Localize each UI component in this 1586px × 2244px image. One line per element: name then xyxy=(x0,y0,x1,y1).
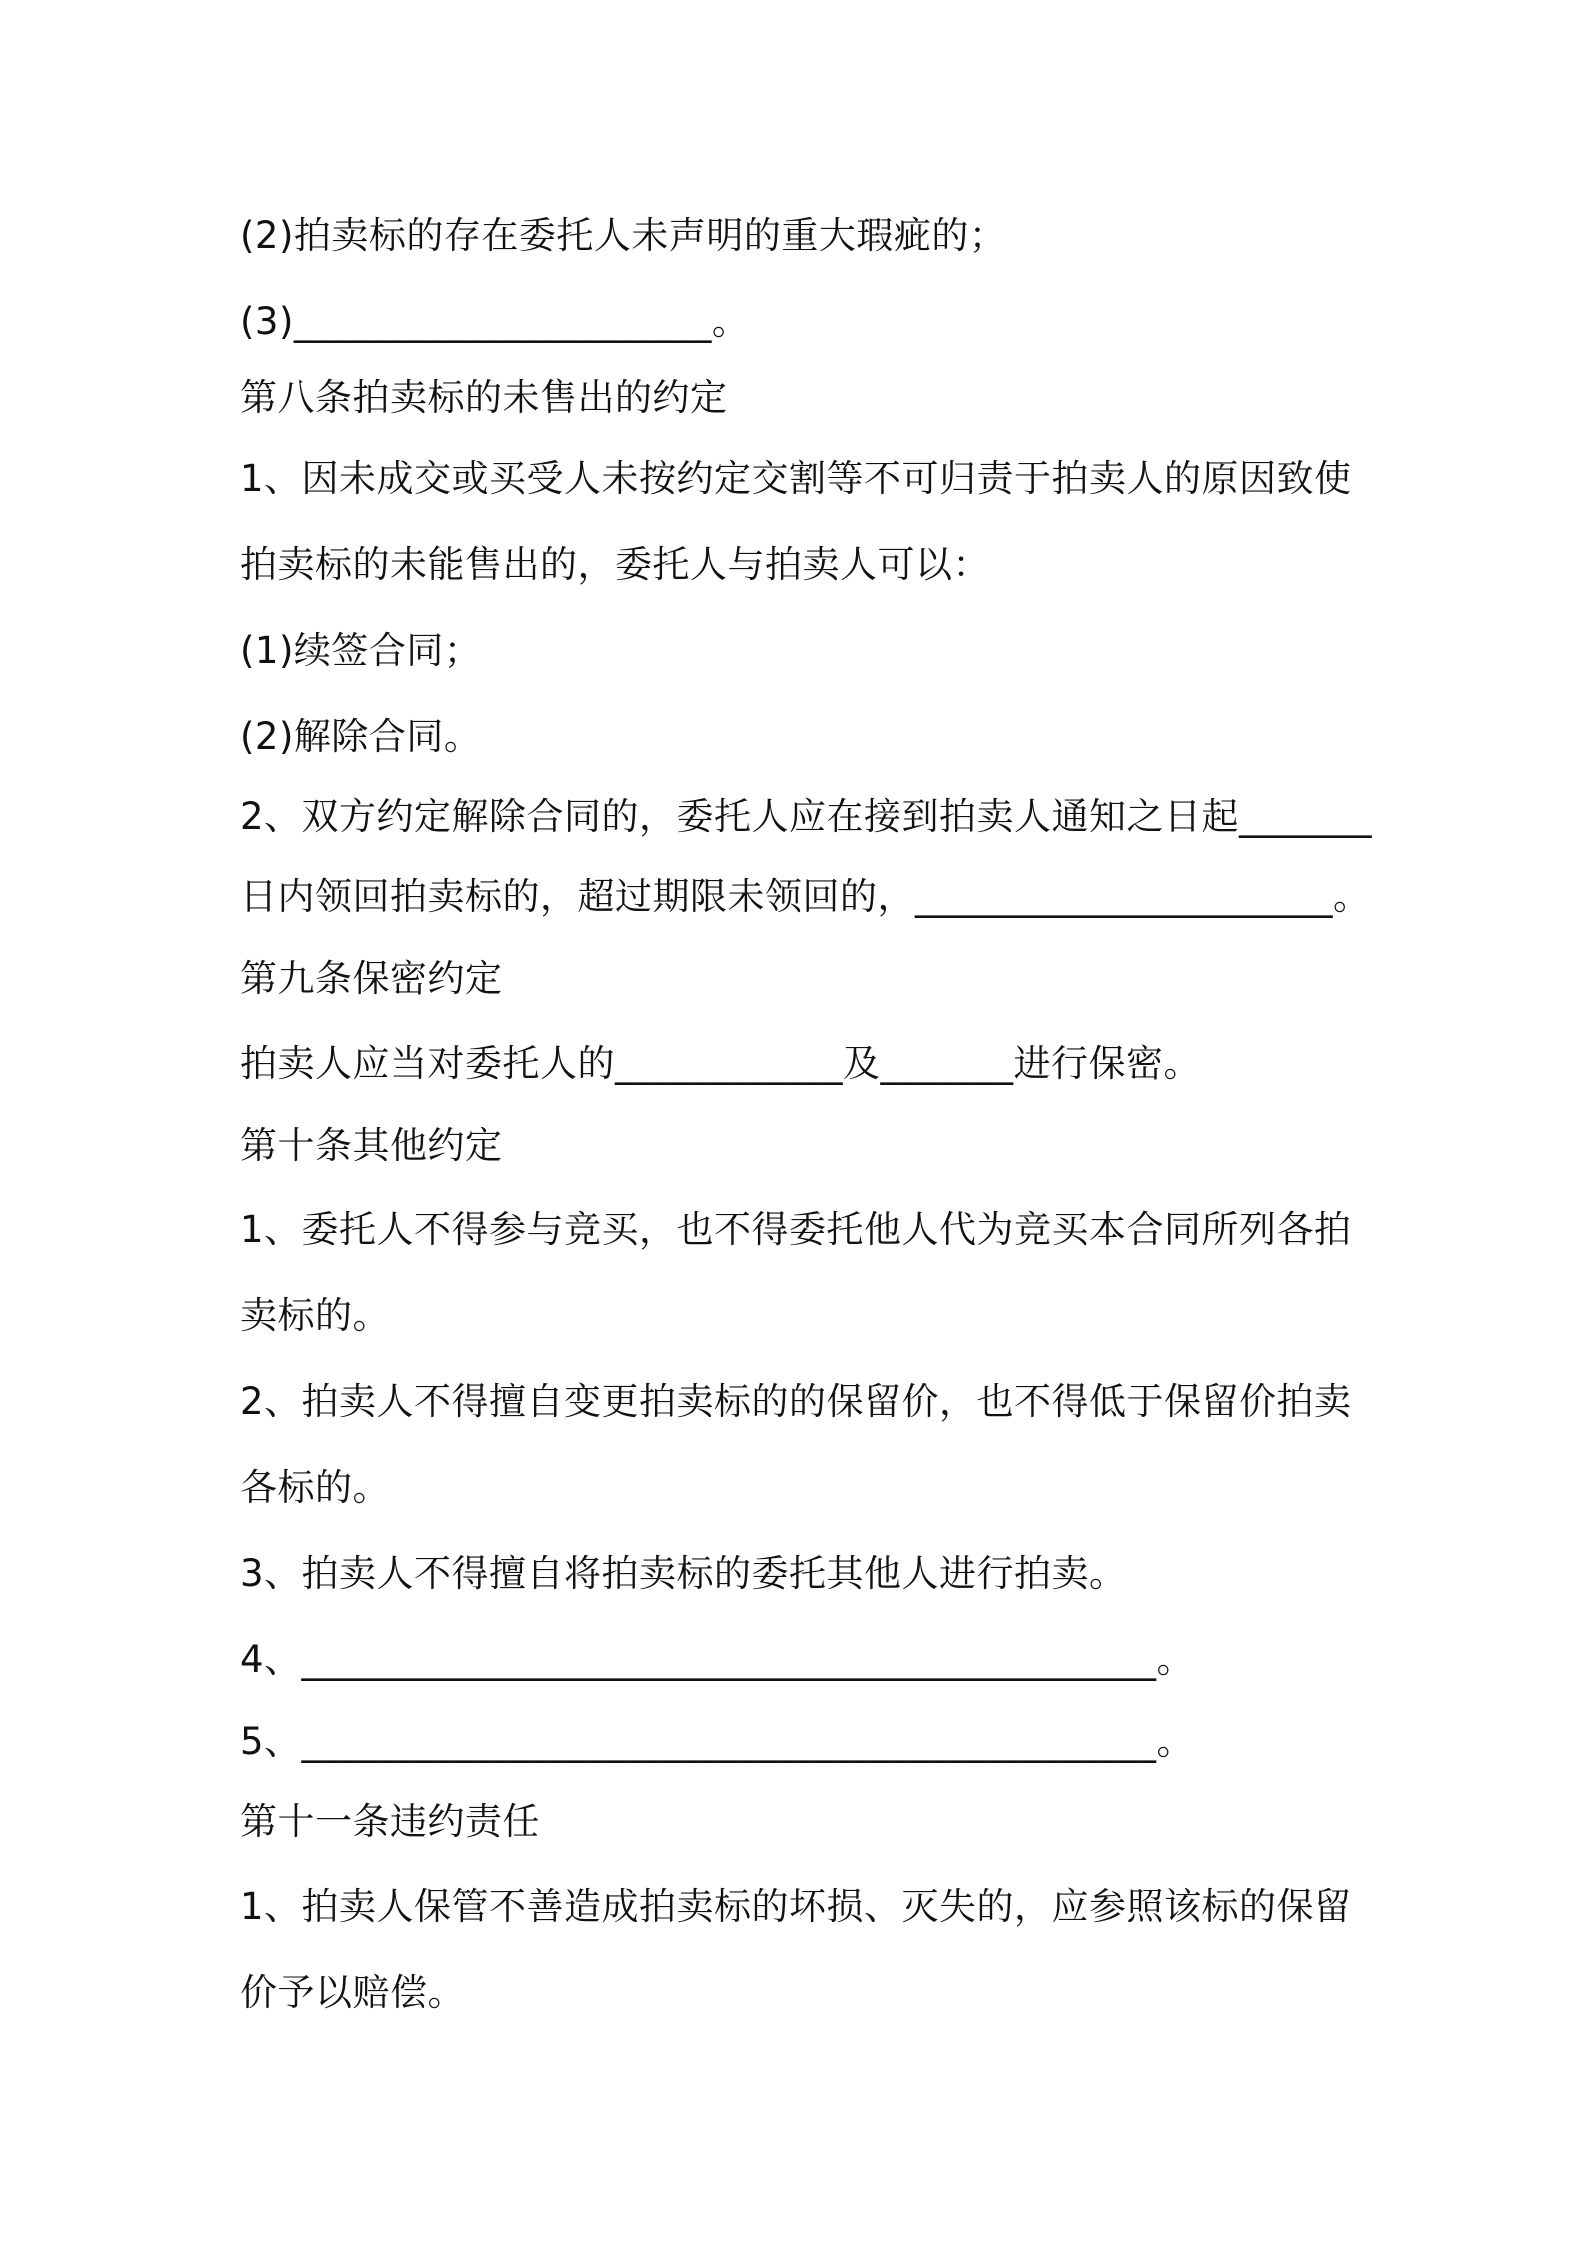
article-8-para-1-line-1: 1、因未成交或买受人未按约定交割等不可归责于拍卖人的原因致使 xyxy=(240,457,1352,500)
article-10-para-1-line-1: 1、委托人不得参与竞买，也不得委托他人代为竞买本合同所列各拍 xyxy=(240,1208,1352,1251)
article-8-para-2-line-2: 日内领回拍卖标的，超过期限未领回的，______________________。 xyxy=(240,875,1371,918)
article-8-para-1-line-2: 拍卖标的未能售出的，委托人与拍卖人可以： xyxy=(240,543,990,586)
article-10-para-5-blank: 5、_____________________________________________。 xyxy=(240,1720,1195,1763)
option-terminate-contract: (2)解除合同。 xyxy=(240,715,482,758)
article-9-para: 拍卖人应当对委托人的____________及_______进行保密。 xyxy=(240,1042,1201,1085)
article-11-para-1-line-1: 1、拍卖人保管不善造成拍卖标的坏损、灭失的，应参照该标的保留 xyxy=(240,1885,1352,1928)
article-11-para-1-line-2: 价予以赔偿。 xyxy=(240,1971,465,2014)
clause-item-2-defect: (2)拍卖标的存在委托人未声明的重大瑕疵的； xyxy=(240,214,1007,257)
article-10-para-2-line-2: 各标的。 xyxy=(240,1466,390,1509)
article-10-para-3: 3、拍卖人不得擅自将拍卖标的委托其他人进行拍卖。 xyxy=(240,1552,1127,1595)
article-8-para-2-line-1: 2、双方约定解除合同的，委托人应在接到拍卖人通知之日起_______ xyxy=(240,795,1373,838)
option-renew-contract: (1)续签合同； xyxy=(240,629,482,672)
article-9-heading: 第九条保密约定 xyxy=(240,957,503,1000)
article-10-para-4-blank: 4、_____________________________________________。 xyxy=(240,1638,1195,1681)
clause-item-3-blank: (3)______________________。 xyxy=(240,300,750,343)
article-8-heading: 第八条拍卖标的未售出的约定 xyxy=(240,376,728,419)
article-11-heading: 第十一条违约责任 xyxy=(240,1800,540,1843)
article-10-heading: 第十条其他约定 xyxy=(240,1124,503,1167)
article-10-para-2-line-1: 2、拍卖人不得擅自变更拍卖标的的保留价，也不得低于保留价拍卖 xyxy=(240,1380,1352,1423)
article-10-para-1-line-2: 卖标的。 xyxy=(240,1294,390,1337)
